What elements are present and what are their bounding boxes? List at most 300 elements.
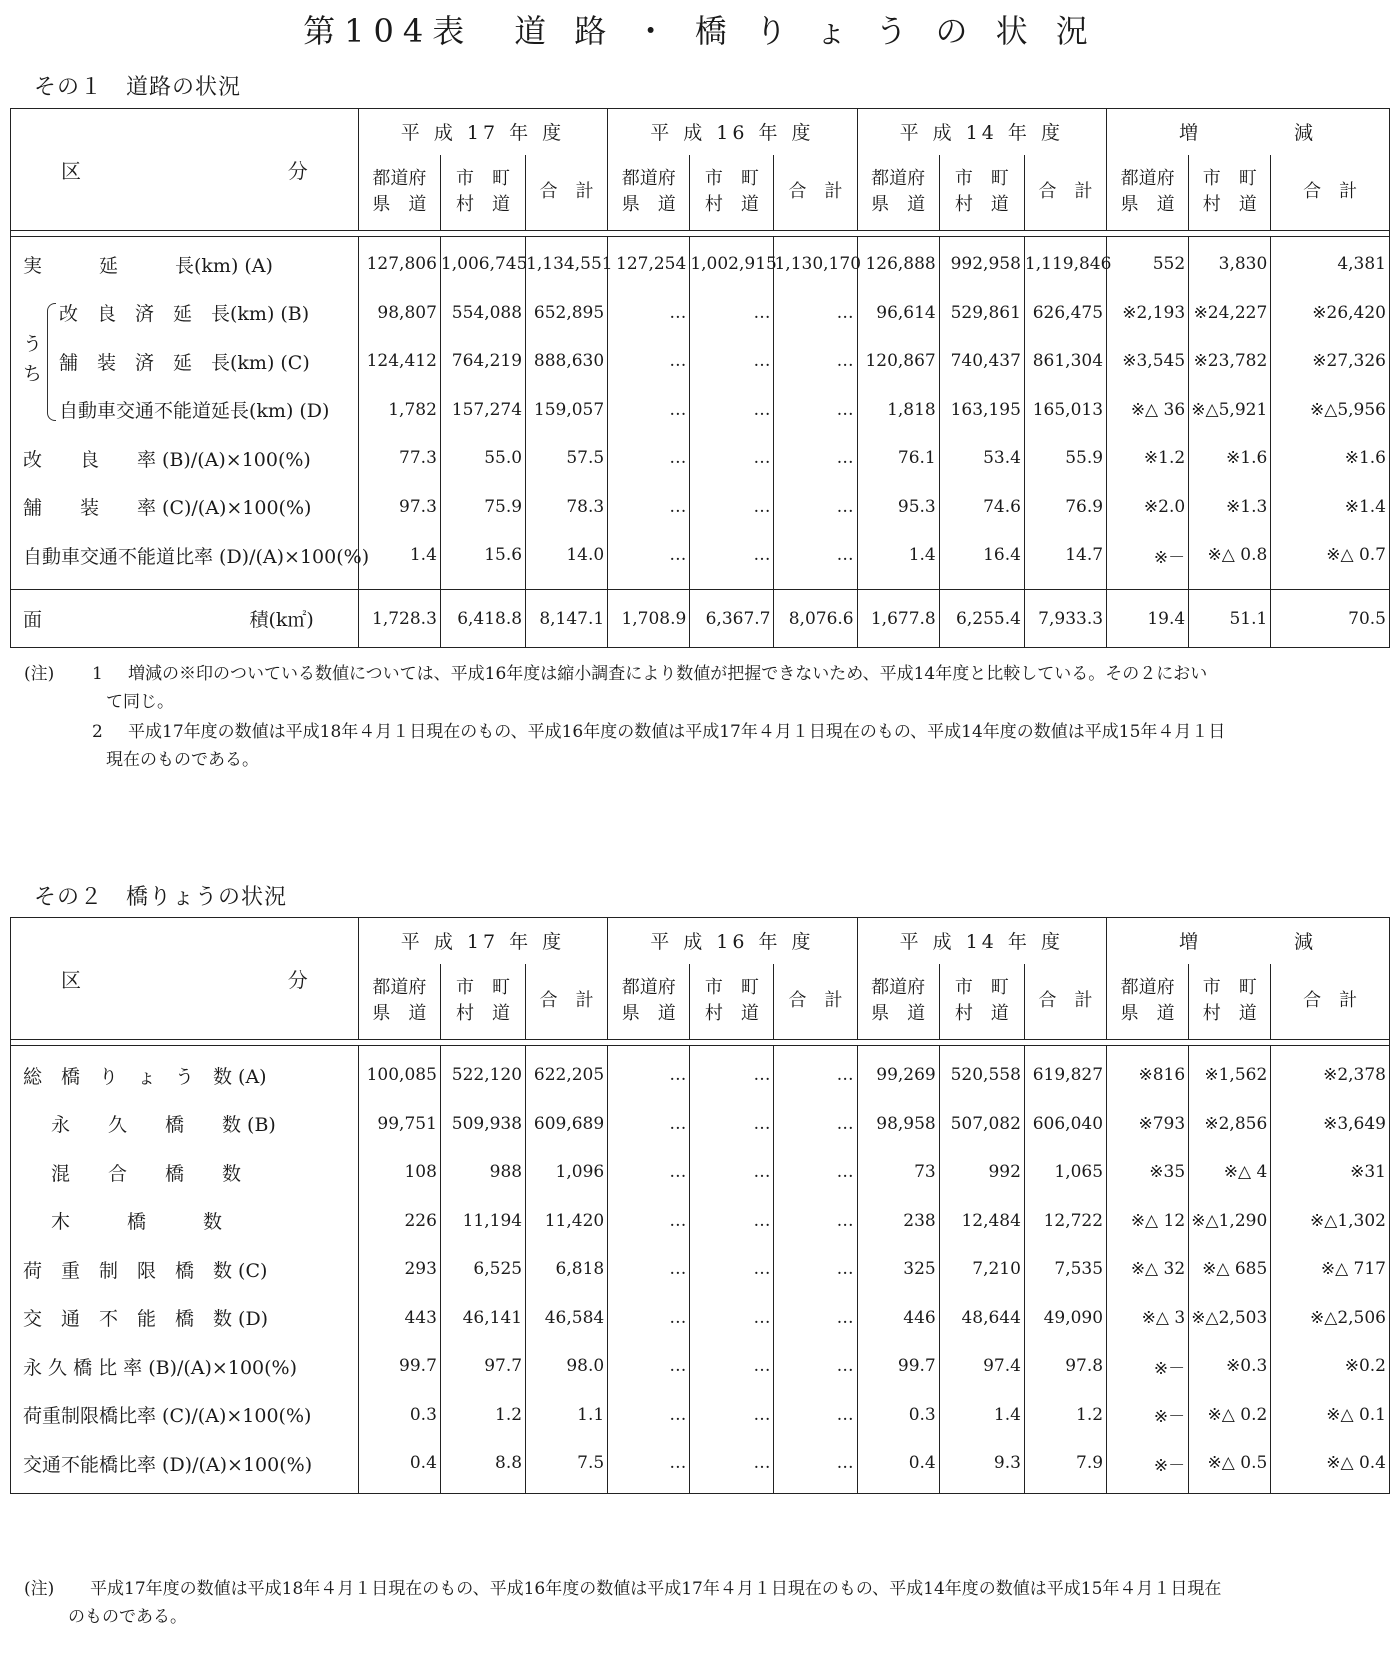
value-cell: 97.4 bbox=[939, 1342, 1024, 1391]
value-cell: 1.4 bbox=[939, 1391, 1024, 1440]
road-table bbox=[10, 108, 1390, 237]
value-cell: ※△5,921 bbox=[1189, 386, 1271, 435]
value-cell: … bbox=[608, 1294, 690, 1343]
table-row bbox=[11, 289, 1390, 338]
muni-road-subheader bbox=[690, 155, 774, 231]
value-cell: 99,751 bbox=[358, 1100, 440, 1149]
value-cell: ※1.3 bbox=[1189, 483, 1271, 532]
table-row bbox=[11, 1391, 1390, 1440]
table-row bbox=[11, 1051, 1390, 1100]
value-cell: ※－ bbox=[1107, 1342, 1189, 1391]
value-cell: 764,219 bbox=[440, 337, 525, 386]
table-row bbox=[11, 240, 1390, 289]
table-row bbox=[11, 1197, 1390, 1246]
subheader-line: 都道府 bbox=[1120, 977, 1175, 999]
row-label bbox=[11, 434, 359, 483]
row-label-text: 実 延 長(km) (A) bbox=[23, 254, 273, 277]
value-cell: ※△ 0.4 bbox=[1271, 1439, 1390, 1488]
value-cell: 55.9 bbox=[1024, 434, 1106, 483]
value-cell: 96,614 bbox=[857, 289, 939, 338]
value-cell: 1.2 bbox=[1024, 1391, 1106, 1440]
total-subheader bbox=[1271, 964, 1390, 1040]
value-cell: ※△ 12 bbox=[1107, 1197, 1189, 1246]
value-cell: 55.0 bbox=[440, 434, 525, 483]
pref-road-subheader bbox=[857, 155, 939, 231]
value-cell: 529,861 bbox=[939, 289, 1024, 338]
value-cell: 1,130,170 bbox=[774, 240, 857, 289]
value-cell: … bbox=[690, 1197, 774, 1246]
table-row bbox=[11, 1245, 1390, 1294]
row-label-text: 荷 重 制 限 橋 数 (C) bbox=[23, 1259, 268, 1282]
value-cell: 552 bbox=[1107, 240, 1189, 289]
value-cell: ※1.2 bbox=[1107, 434, 1189, 483]
value-cell: 127,254 bbox=[608, 240, 690, 289]
value-cell: 9.3 bbox=[939, 1439, 1024, 1488]
row-label bbox=[11, 1439, 359, 1488]
value-cell: ※35 bbox=[1107, 1148, 1189, 1197]
value-cell: 76.1 bbox=[857, 434, 939, 483]
value-cell: … bbox=[774, 1294, 857, 1343]
subheader-line: 村 道 bbox=[954, 194, 1009, 216]
road-table-body bbox=[10, 236, 1390, 648]
muni-road-subheader bbox=[690, 964, 774, 1040]
subheader-line: 都道府 bbox=[871, 977, 926, 999]
row-label-text: 自動車交通不能道比率 (D)/(A)×100(%) bbox=[23, 545, 370, 568]
value-cell: 8,147.1 bbox=[526, 590, 608, 648]
subheader-line: 県 道 bbox=[1120, 194, 1175, 216]
value-cell: ※△ 4 bbox=[1189, 1148, 1271, 1197]
muni-road-subheader bbox=[440, 964, 525, 1040]
subheader-line: 市 町 bbox=[455, 168, 510, 190]
row-label bbox=[11, 337, 359, 386]
row-label-text: 自動車交通不能道延長(km) (D) bbox=[59, 400, 330, 423]
value-cell: … bbox=[774, 337, 857, 386]
muni-road-subheader bbox=[1189, 155, 1271, 231]
table-row bbox=[11, 1294, 1390, 1343]
value-cell: 53.4 bbox=[939, 434, 1024, 483]
subheader-line: 村 道 bbox=[704, 194, 759, 216]
value-cell: 75.9 bbox=[440, 483, 525, 532]
value-cell: 124,412 bbox=[358, 337, 440, 386]
bridge-table bbox=[10, 917, 1390, 1046]
value-cell: 98,958 bbox=[857, 1100, 939, 1149]
value-cell: ※△ 0.7 bbox=[1271, 531, 1390, 580]
table-row bbox=[11, 386, 1390, 435]
year-h16-header: 平 成 16 年 度 bbox=[608, 918, 857, 964]
value-cell: 861,304 bbox=[1024, 337, 1106, 386]
row-label-text: 永 久 橋 比 率 (B)/(A)×100(%) bbox=[23, 1356, 297, 1379]
value-cell: ※△2,506 bbox=[1271, 1294, 1390, 1343]
table-row bbox=[11, 483, 1390, 532]
value-cell: … bbox=[608, 1100, 690, 1149]
total-subheader bbox=[1271, 155, 1390, 231]
row-label bbox=[11, 1148, 359, 1197]
value-cell: … bbox=[690, 434, 774, 483]
muni-road-subheader bbox=[939, 964, 1024, 1040]
value-cell: 46,584 bbox=[526, 1294, 608, 1343]
section2-note-line2: のものである。 bbox=[68, 1607, 187, 1627]
value-cell: 126,888 bbox=[857, 240, 939, 289]
subheader-line: 県 道 bbox=[1120, 1003, 1175, 1025]
value-cell: 159,057 bbox=[526, 386, 608, 435]
value-cell: … bbox=[608, 289, 690, 338]
row-label bbox=[11, 1197, 359, 1246]
year-h16-header: 平 成 16 年 度 bbox=[608, 109, 857, 155]
table-row bbox=[11, 1100, 1390, 1149]
value-cell: 97.8 bbox=[1024, 1342, 1106, 1391]
value-cell: ※1,562 bbox=[1189, 1051, 1271, 1100]
value-cell: ※2,378 bbox=[1271, 1051, 1390, 1100]
subheader-line: 市 町 bbox=[455, 977, 510, 999]
value-cell: … bbox=[690, 1342, 774, 1391]
pref-road-subheader bbox=[608, 964, 690, 1040]
value-cell: ※793 bbox=[1107, 1100, 1189, 1149]
year-h14-header: 平 成 14 年 度 bbox=[857, 918, 1106, 964]
table-row bbox=[11, 434, 1390, 483]
value-cell: 78.3 bbox=[526, 483, 608, 532]
value-cell: … bbox=[690, 1391, 774, 1440]
value-cell: 7.5 bbox=[526, 1439, 608, 1488]
value-cell: … bbox=[690, 1245, 774, 1294]
value-cell: 95.3 bbox=[857, 483, 939, 532]
value-cell: 77.3 bbox=[358, 434, 440, 483]
value-cell: 99,269 bbox=[857, 1051, 939, 1100]
value-cell: ※23,782 bbox=[1189, 337, 1271, 386]
value-cell: … bbox=[608, 1245, 690, 1294]
value-cell: 14.0 bbox=[526, 531, 608, 580]
subheader-line: 都道府 bbox=[621, 977, 676, 999]
value-cell: ※2.0 bbox=[1107, 483, 1189, 532]
subheader-line: 合 計 bbox=[788, 181, 843, 203]
value-cell: … bbox=[608, 1439, 690, 1488]
value-cell: ※0.3 bbox=[1189, 1342, 1271, 1391]
row-label-text: 荷重制限橋比率 (C)/(A)×100(%) bbox=[23, 1405, 312, 1428]
subheader-line: 合 計 bbox=[1303, 990, 1358, 1012]
value-cell: … bbox=[774, 289, 857, 338]
value-cell: 127,806 bbox=[358, 240, 440, 289]
value-cell: 325 bbox=[857, 1245, 939, 1294]
value-cell: ※816 bbox=[1107, 1051, 1189, 1100]
value-cell: ※△ 3 bbox=[1107, 1294, 1189, 1343]
subheader-line: 合 計 bbox=[1038, 181, 1093, 203]
section1-notes bbox=[24, 660, 1225, 774]
row-label-text: 改 良 済 延 長(km) (B) bbox=[59, 303, 310, 326]
value-cell: 1,006,745 bbox=[440, 240, 525, 289]
area-label-left: 面 bbox=[23, 609, 43, 631]
value-cell: 507,082 bbox=[939, 1100, 1024, 1149]
value-cell: 652,895 bbox=[526, 289, 608, 338]
value-cell: ※31 bbox=[1271, 1148, 1390, 1197]
value-cell: ※△5,956 bbox=[1271, 386, 1390, 435]
value-cell: ※△ 0.8 bbox=[1189, 531, 1271, 580]
kubun-header bbox=[11, 109, 359, 231]
table-row bbox=[11, 337, 1390, 386]
value-cell: 554,088 bbox=[440, 289, 525, 338]
value-cell: 0.4 bbox=[857, 1439, 939, 1488]
value-cell: … bbox=[690, 386, 774, 435]
subheader-line: 合 計 bbox=[539, 181, 594, 203]
value-cell: 6,255.4 bbox=[939, 590, 1024, 648]
value-cell: … bbox=[774, 1197, 857, 1246]
value-cell: 108 bbox=[358, 1148, 440, 1197]
subheader-line: 市 町 bbox=[704, 168, 759, 190]
subheader-line: 市 町 bbox=[954, 168, 1009, 190]
value-cell: 992 bbox=[939, 1148, 1024, 1197]
value-cell: 12,722 bbox=[1024, 1197, 1106, 1246]
row-label-text: 交通不能橋比率 (D)/(A)×100(%) bbox=[23, 1453, 313, 1476]
value-cell: 1,728.3 bbox=[358, 590, 440, 648]
kubun-label-left: 区 bbox=[61, 968, 81, 992]
row-label bbox=[11, 1294, 359, 1343]
value-cell: 73 bbox=[857, 1148, 939, 1197]
row-label bbox=[11, 240, 359, 289]
value-cell: ※27,326 bbox=[1271, 337, 1390, 386]
value-cell: 7,933.3 bbox=[1024, 590, 1106, 648]
value-cell: … bbox=[774, 1245, 857, 1294]
subheader-line: 合 計 bbox=[1303, 181, 1358, 203]
total-subheader bbox=[1024, 155, 1106, 231]
subheader-line: 県 道 bbox=[372, 1003, 427, 1025]
value-cell: … bbox=[774, 1051, 857, 1100]
value-cell: 1,677.8 bbox=[857, 590, 939, 648]
year-h14-header: 平 成 14 年 度 bbox=[857, 109, 1106, 155]
value-cell: 99.7 bbox=[358, 1342, 440, 1391]
section2-note-line1: 平成17年度の数値は平成18年４月１日現在のもの、平成16年度の数値は平成17年４月１日現在のもの、平成14年度の数値は平成15年４月１日現在 bbox=[90, 1579, 1222, 1599]
value-cell: 11,194 bbox=[440, 1197, 525, 1246]
value-cell: 8,076.6 bbox=[774, 590, 857, 648]
value-cell: … bbox=[608, 337, 690, 386]
value-cell: 74.6 bbox=[939, 483, 1024, 532]
value-cell: 48,644 bbox=[939, 1294, 1024, 1343]
section1-heading: その１ 道路の状況 bbox=[34, 75, 242, 100]
value-cell: 1.2 bbox=[440, 1391, 525, 1440]
subheader-line: 村 道 bbox=[954, 1003, 1009, 1025]
subheader-line: 県 道 bbox=[871, 194, 926, 216]
row-label bbox=[11, 1342, 359, 1391]
subheader-line: 県 道 bbox=[372, 194, 427, 216]
value-cell: 238 bbox=[857, 1197, 939, 1246]
value-cell: 622,205 bbox=[526, 1051, 608, 1100]
value-cell: … bbox=[690, 531, 774, 580]
subheader-line: 都道府 bbox=[372, 977, 427, 999]
note2-number: 2 bbox=[92, 722, 103, 742]
value-cell: … bbox=[774, 1439, 857, 1488]
section2-notes bbox=[24, 1575, 1221, 1631]
value-cell: ※3,545 bbox=[1107, 337, 1189, 386]
kubun-label-right: 分 bbox=[287, 968, 308, 992]
row-label bbox=[11, 1391, 359, 1440]
area-label-right: 積(k㎡) bbox=[249, 609, 314, 631]
value-cell: 4,381 bbox=[1271, 240, 1390, 289]
value-cell: 7,210 bbox=[939, 1245, 1024, 1294]
row-label-text: 舗 装 済 延 長(km) (C) bbox=[59, 351, 310, 374]
value-cell: 19.4 bbox=[1107, 590, 1189, 648]
table-row bbox=[11, 1342, 1390, 1391]
value-cell: 446 bbox=[857, 1294, 939, 1343]
value-cell: 98.0 bbox=[526, 1342, 608, 1391]
value-cell: … bbox=[690, 1100, 774, 1149]
subheader-line: 合 計 bbox=[539, 990, 594, 1012]
subheader-line: 都道府 bbox=[621, 168, 676, 190]
year-h17-header: 平 成 17 年 度 bbox=[358, 109, 607, 155]
value-cell: 6,525 bbox=[440, 1245, 525, 1294]
value-cell: 606,040 bbox=[1024, 1100, 1106, 1149]
value-cell: 1.4 bbox=[857, 531, 939, 580]
subheader-line: 都道府 bbox=[1120, 168, 1175, 190]
note2-line1: 平成17年度の数値は平成18年４月１日現在のもの、平成16年度の数値は平成17年４月１日現在のもの、平成14年度の数値は平成15年４月１日 bbox=[128, 722, 1226, 742]
value-cell: 11,420 bbox=[526, 1197, 608, 1246]
value-cell: 99.7 bbox=[857, 1342, 939, 1391]
value-cell: ※26,420 bbox=[1271, 289, 1390, 338]
table-row bbox=[11, 1439, 1390, 1488]
value-cell: … bbox=[690, 1148, 774, 1197]
table-row bbox=[11, 1148, 1390, 1197]
area-row bbox=[11, 590, 1390, 648]
value-cell: … bbox=[608, 386, 690, 435]
value-cell: ※1.6 bbox=[1189, 434, 1271, 483]
value-cell: ※△1,290 bbox=[1189, 1197, 1271, 1246]
value-cell: 1,065 bbox=[1024, 1148, 1106, 1197]
subheader-line: 村 道 bbox=[704, 1003, 759, 1025]
subheader-line: 村 道 bbox=[1202, 194, 1257, 216]
value-cell: ※3,649 bbox=[1271, 1100, 1390, 1149]
value-cell: 992,958 bbox=[939, 240, 1024, 289]
value-cell: … bbox=[608, 1148, 690, 1197]
note2-line2: 現在のものである。 bbox=[106, 750, 259, 770]
value-cell: 100,085 bbox=[358, 1051, 440, 1100]
subheader-line: 村 道 bbox=[455, 194, 510, 216]
value-cell: 609,689 bbox=[526, 1100, 608, 1149]
value-cell: … bbox=[690, 289, 774, 338]
value-cell: … bbox=[774, 1342, 857, 1391]
value-cell: ※△ 36 bbox=[1107, 386, 1189, 435]
value-cell: 6,367.7 bbox=[690, 590, 774, 648]
value-cell: 76.9 bbox=[1024, 483, 1106, 532]
row-label-text: 総 橋 り ょ う 数 (A) bbox=[23, 1065, 267, 1088]
value-cell: 49,090 bbox=[1024, 1294, 1106, 1343]
subheader-line: 合 計 bbox=[788, 990, 843, 1012]
value-cell: 0.4 bbox=[358, 1439, 440, 1488]
value-cell: 1,002,915 bbox=[690, 240, 774, 289]
kubun-label-right: 分 bbox=[287, 159, 308, 183]
row-label-text: 永 久 橋 数 (B) bbox=[51, 1114, 276, 1137]
pref-road-subheader bbox=[358, 155, 440, 231]
value-cell: ※△2,503 bbox=[1189, 1294, 1271, 1343]
page-title: 第104表 道 路 ・ 橋 り ょ う の 状 況 bbox=[303, 12, 1097, 50]
value-cell: 619,827 bbox=[1024, 1051, 1106, 1100]
subheader-line: 県 道 bbox=[871, 1003, 926, 1025]
value-cell: ※1.6 bbox=[1271, 434, 1390, 483]
note-head: (注) bbox=[24, 664, 55, 684]
value-cell: 1,708.9 bbox=[608, 590, 690, 648]
value-cell: 12,484 bbox=[939, 1197, 1024, 1246]
row-label-text: 木 橋 数 bbox=[51, 1211, 223, 1234]
value-cell: 6,818 bbox=[526, 1245, 608, 1294]
subheader-line: 合 計 bbox=[1038, 990, 1093, 1012]
value-cell: … bbox=[690, 483, 774, 532]
pref-road-subheader bbox=[608, 155, 690, 231]
year-h17-header: 平 成 17 年 度 bbox=[358, 918, 607, 964]
value-cell: ※2,193 bbox=[1107, 289, 1189, 338]
value-cell: 293 bbox=[358, 1245, 440, 1294]
subheader-line: 村 道 bbox=[1202, 1003, 1257, 1025]
value-cell: ※△ 685 bbox=[1189, 1245, 1271, 1294]
table-row bbox=[11, 531, 1390, 580]
total-subheader bbox=[774, 964, 857, 1040]
value-cell: 14.7 bbox=[1024, 531, 1106, 580]
change-header: 増 減 bbox=[1107, 918, 1390, 964]
subheader-line: 都道府 bbox=[871, 168, 926, 190]
value-cell: 1,134,551 bbox=[526, 240, 608, 289]
row-label bbox=[11, 483, 359, 532]
value-cell: 16.4 bbox=[939, 531, 1024, 580]
subheader-line: 市 町 bbox=[1202, 168, 1257, 190]
total-subheader bbox=[526, 155, 608, 231]
value-cell: 120,867 bbox=[857, 337, 939, 386]
value-cell: 7,535 bbox=[1024, 1245, 1106, 1294]
value-cell: … bbox=[774, 483, 857, 532]
value-cell: ※△ 0.5 bbox=[1189, 1439, 1271, 1488]
value-cell: 57.5 bbox=[526, 434, 608, 483]
value-cell: ※△ 717 bbox=[1271, 1245, 1390, 1294]
value-cell: 888,630 bbox=[526, 337, 608, 386]
value-cell: 1,782 bbox=[358, 386, 440, 435]
row-label-text: 改 良 率 (B)/(A)×100(%) bbox=[23, 448, 311, 471]
row-label bbox=[11, 531, 370, 580]
value-cell: 6,418.8 bbox=[440, 590, 525, 648]
row-label bbox=[11, 1100, 359, 1149]
row-label-text: 混 合 橋 数 bbox=[51, 1162, 242, 1185]
value-cell: ※△1,302 bbox=[1271, 1197, 1390, 1246]
row-label-text: 交 通 不 能 橋 数 (D) bbox=[23, 1308, 269, 1331]
row-label bbox=[11, 386, 359, 435]
row-label bbox=[11, 1245, 359, 1294]
value-cell: 226 bbox=[358, 1197, 440, 1246]
note1-line2: て同じ。 bbox=[106, 692, 174, 712]
value-cell: ※－ bbox=[1107, 531, 1189, 580]
value-cell: … bbox=[774, 531, 857, 580]
change-header: 増 減 bbox=[1107, 109, 1390, 155]
kubun-header bbox=[11, 918, 359, 1040]
row-label bbox=[11, 1051, 359, 1100]
value-cell: 157,274 bbox=[440, 386, 525, 435]
value-cell: 165,013 bbox=[1024, 386, 1106, 435]
value-cell: 740,437 bbox=[939, 337, 1024, 386]
area-label bbox=[11, 590, 359, 648]
bridge-table-body bbox=[10, 1045, 1390, 1494]
value-cell: 70.5 bbox=[1271, 590, 1390, 648]
value-cell: 0.3 bbox=[358, 1391, 440, 1440]
value-cell: … bbox=[690, 1439, 774, 1488]
value-cell: ※0.2 bbox=[1271, 1342, 1390, 1391]
note-head: (注) bbox=[24, 1579, 55, 1599]
muni-road-subheader bbox=[939, 155, 1024, 231]
value-cell: … bbox=[690, 337, 774, 386]
value-cell: 51.1 bbox=[1189, 590, 1271, 648]
total-subheader bbox=[774, 155, 857, 231]
value-cell: … bbox=[774, 1148, 857, 1197]
muni-road-subheader bbox=[440, 155, 525, 231]
value-cell: ※△ 32 bbox=[1107, 1245, 1189, 1294]
kubun-label-left: 区 bbox=[61, 159, 81, 183]
subheader-line: 村 道 bbox=[455, 1003, 510, 1025]
value-cell: 1.4 bbox=[358, 531, 440, 580]
value-cell: … bbox=[608, 531, 690, 580]
value-cell: … bbox=[608, 434, 690, 483]
value-cell: 98,807 bbox=[358, 289, 440, 338]
pref-road-subheader bbox=[857, 964, 939, 1040]
value-cell: ※－ bbox=[1107, 1391, 1189, 1440]
